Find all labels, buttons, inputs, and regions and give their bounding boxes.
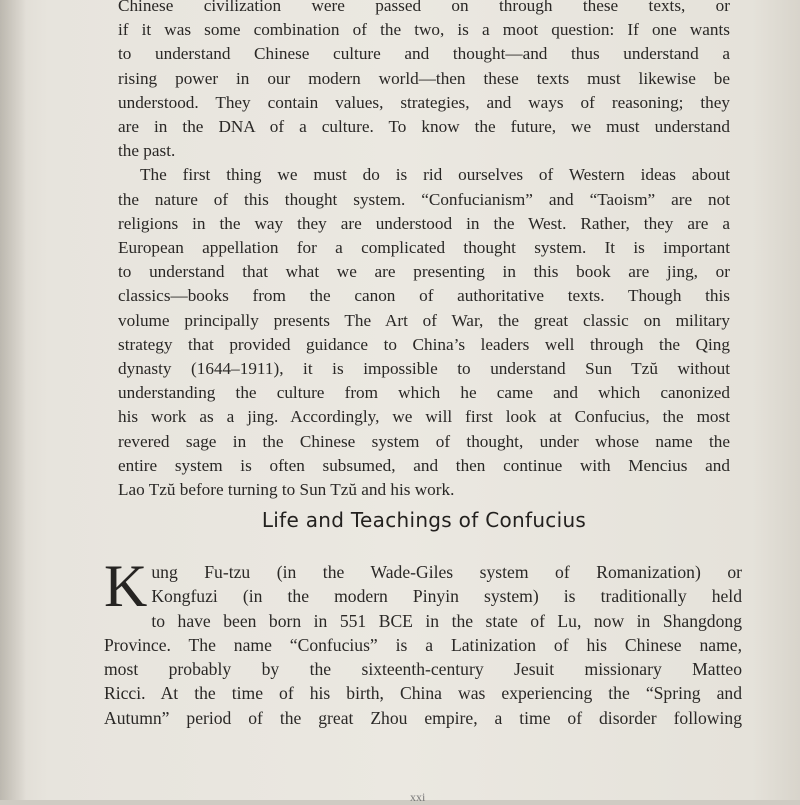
text-line: his work as a jing. Accordingly, we will first look at Confucius, the most (118, 407, 730, 427)
text-line: rising power in our modern world—then these texts must likewise be (118, 68, 730, 88)
text-line: the nature of this thought system. “Confucianism” and “Taoism” are not (118, 189, 730, 209)
text-line: if it was some combination of the two, is a moot question: If one wants (118, 20, 730, 40)
text-line: Autumn” period of the great Zhou empire, a time of disorder following (104, 707, 742, 728)
text-line: Lao Tzŭ before turning to Sun Tzŭ and his work. (118, 480, 455, 500)
text-line: Province. The name “Confucius” is a Latinization of his Chinese name, (104, 634, 742, 655)
intro-text-block (118, 0, 730, 502)
text-line: are in the DNA of a culture. To know the future, we must understand (118, 117, 730, 137)
text-line: Kongfuzi (in the modern Pinyin system) is traditionally held (151, 586, 742, 607)
text-line: to have been born in 551 BCE in the state of Lu, now in Shangdong (151, 610, 742, 631)
text-line: revered sage in the Chinese system of thought, under whose name the (118, 431, 730, 451)
text-line: religions in the way they are understood in the West. Rather, they are a (118, 213, 730, 233)
text-line: ung Fu-tzu (in the Wade-Giles system of Romanization) or (151, 562, 742, 582)
text-line: The first thing we must do is rid ourselves of Western ideas about (140, 165, 730, 185)
section-heading: Life and Teachings of Confucius (261, 508, 587, 532)
page-gutter-shadow (0, 0, 26, 800)
text-line: classics—books from the canon of authoritative texts. Though this (118, 286, 730, 306)
text-line: Ricci. At the time of his birth, China was experiencing the “Spring and (104, 683, 742, 704)
text-line: most probably by the sixteenth-century Jesuit missionary Matteo (104, 659, 742, 680)
text-line: Chinese civilization were passed on through these texts, or (118, 0, 730, 15)
page-number: xxi (410, 790, 426, 804)
drop-cap: K (104, 553, 148, 619)
text-line: volume principally presents The Art of War, the great classic on military (118, 310, 730, 330)
text-line: the past. (118, 141, 176, 161)
text-line: entire system is often subsumed, and then continue with Mencius and (118, 455, 730, 475)
text-line: dynasty (1644–1911), it is impossible to understand Sun Tzŭ without (118, 359, 730, 379)
text-line: understood. They contain values, strategies, and ways of reasoning; they (118, 92, 730, 112)
text-line: to understand that what we are presenting in this book are jing, or (118, 262, 730, 282)
text-line: European appellation for a complicated thought system. It is important (118, 238, 730, 258)
section-text-block (104, 553, 742, 730)
text-line: to understand Chinese culture and thought—and thus understand a (118, 44, 730, 64)
text-line: understanding the culture from which he came and which canonized (118, 383, 730, 403)
text-line: strategy that provided guidance to China’s leaders well through the Qing (118, 334, 730, 354)
